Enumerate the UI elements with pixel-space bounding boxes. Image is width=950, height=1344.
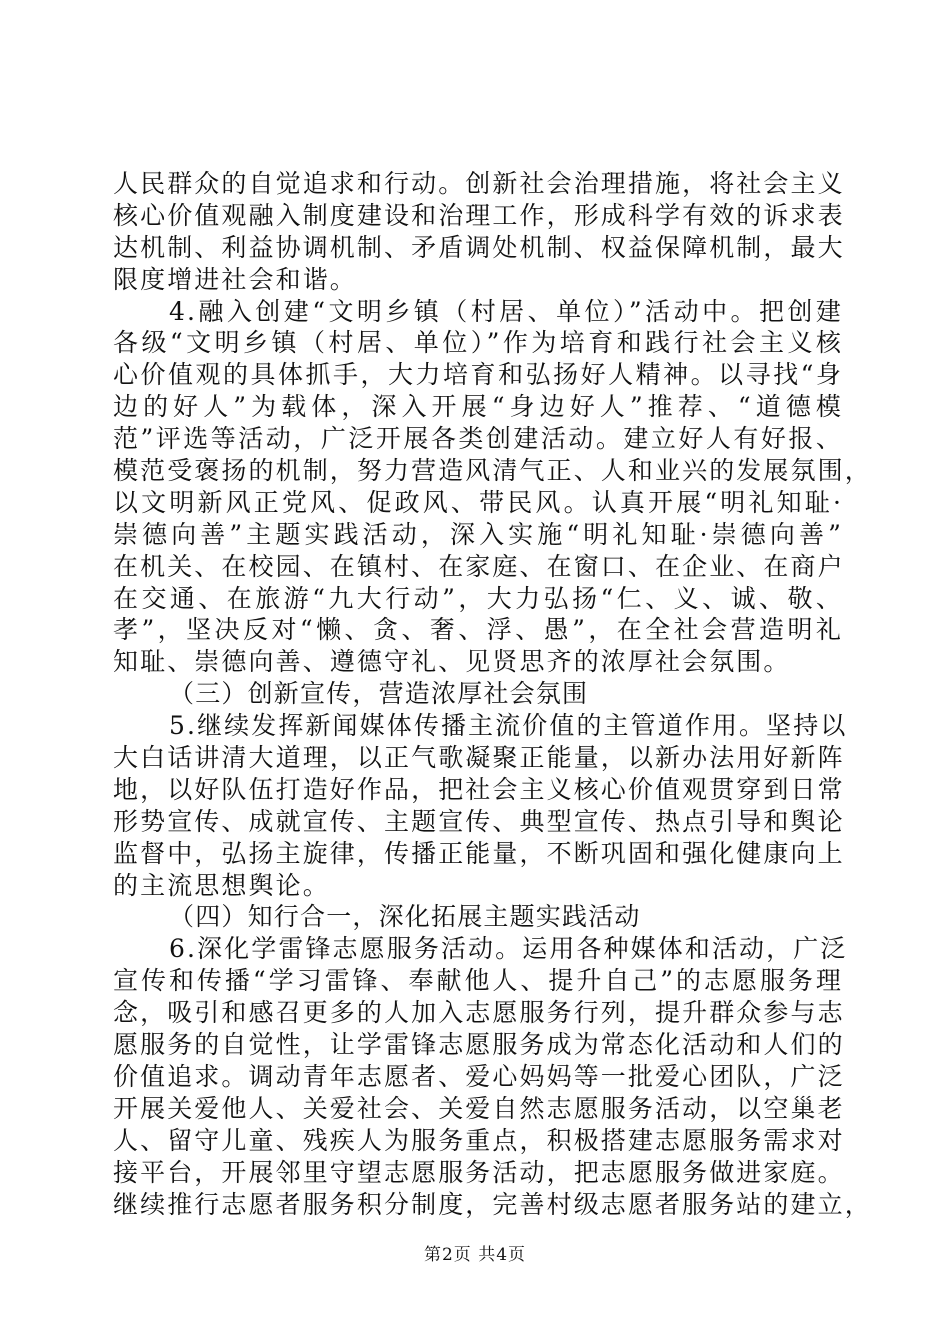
body-line: 核心价值观融入制度建设和治理工作，形成科学有效的诉求表	[113, 200, 845, 230]
body-line: 知耻、崇德向善、遵德守礼、见贤思齐的浓厚社会氛围。	[113, 647, 791, 677]
body-line: 边的好人”为载体，深入开展“身边好人”推荐、“道德模	[113, 392, 843, 422]
body-line: 人民群众的自觉追求和行动。创新社会治理措施，将社会主义	[113, 169, 845, 198]
section-heading: （四）知行合一，深化拓展主题实践活动	[169, 902, 641, 932]
paragraph-start-line: 6.深化学雷锋志愿服务活动。运用各种媒体和活动，广泛	[169, 934, 848, 964]
body-line: 地，以好队伍打造好作品，把社会主义核心价值观贯穿到日常	[113, 774, 845, 804]
body-line: 监督中，弘扬主旋律，传播正能量，不断巩固和强化健康向上	[113, 838, 845, 868]
body-line: 大白话讲清大道理，以正气歌凝聚正能量，以新办法用好新阵	[113, 743, 845, 773]
body-line: 愿服务的自觉性，让学雷锋志愿服务成为常态化活动和人们的	[113, 1030, 845, 1060]
body-line: 在机关、在校园、在镇村、在家庭、在窗口、在企业、在商户	[113, 551, 845, 581]
body-line: 人、留守儿童、残疾人为服务重点，积极搭建志愿服务需求对	[113, 1125, 845, 1155]
body-line: 达机制、利益协调机制、矛盾调处机制、权益保障机制，最大	[113, 232, 845, 262]
body-line: 各级“文明乡镇（村居、单位）”作为培育和践行社会主义核	[113, 328, 843, 358]
section-heading: （三）创新宣传，营造浓厚社会氛围	[169, 679, 589, 709]
body-line: 限度增进社会和谐。	[113, 264, 357, 294]
body-line: 在交通、在旅游“九大行动”，大力弘扬“仁、义、诚、敬、	[113, 583, 843, 613]
document-body	[113, 168, 872, 1220]
body-line: 崇德向善”主题实践活动，深入实施“明礼知耻·崇德向善”	[113, 519, 843, 549]
body-line: 念，吸引和感召更多的人加入志愿服务行列，提升群众参与志	[113, 998, 845, 1028]
body-line: 范”评选等活动，广泛开展各类创建活动。建立好人有好报、	[113, 424, 843, 454]
body-line: 以文明新风正党风、促政风、带民风。认真开展“明礼知耻·	[113, 487, 843, 517]
body-line: 继续推行志愿者服务积分制度，完善村级志愿者服务站的建立，	[113, 1189, 872, 1219]
paragraph-start-line: 5.继续发挥新闻媒体传播主流价值的主管道作用。坚持以	[169, 711, 848, 741]
body-line: 价值追求。调动青年志愿者、爱心妈妈等一批爱心团队，广泛	[113, 1061, 845, 1091]
paragraph-start-line: 4.融入创建“文明乡镇（村居、单位）”活动中。把创建	[169, 296, 843, 326]
body-line: 孝”，坚决反对“懒、贪、奢、浮、愚”，在全社会营造明礼	[113, 615, 843, 645]
body-line: 开展关爱他人、关爱社会、关爱自然志愿服务活动，以空巢老	[113, 1093, 845, 1123]
body-line: 心价值观的具体抓手，大力培育和弘扬好人精神。以寻找“身	[113, 360, 843, 390]
page-number-footer: 第2页 共4页	[423, 1245, 527, 1265]
body-line: 形势宣传、成就宣传、主题宣传、典型宣传、热点引导和舆论	[113, 806, 845, 836]
body-line: 宣传和传播“学习雷锋、奉献他人、提升自己”的志愿服务理	[113, 966, 843, 996]
body-line: 接平台，开展邻里守望志愿服务活动，把志愿服务做进家庭。	[113, 1157, 845, 1187]
body-line: 的主流思想舆论。	[113, 870, 330, 900]
body-line: 模范受褒扬的机制，努力营造风清气正、人和业兴的发展氛围，	[113, 456, 872, 486]
